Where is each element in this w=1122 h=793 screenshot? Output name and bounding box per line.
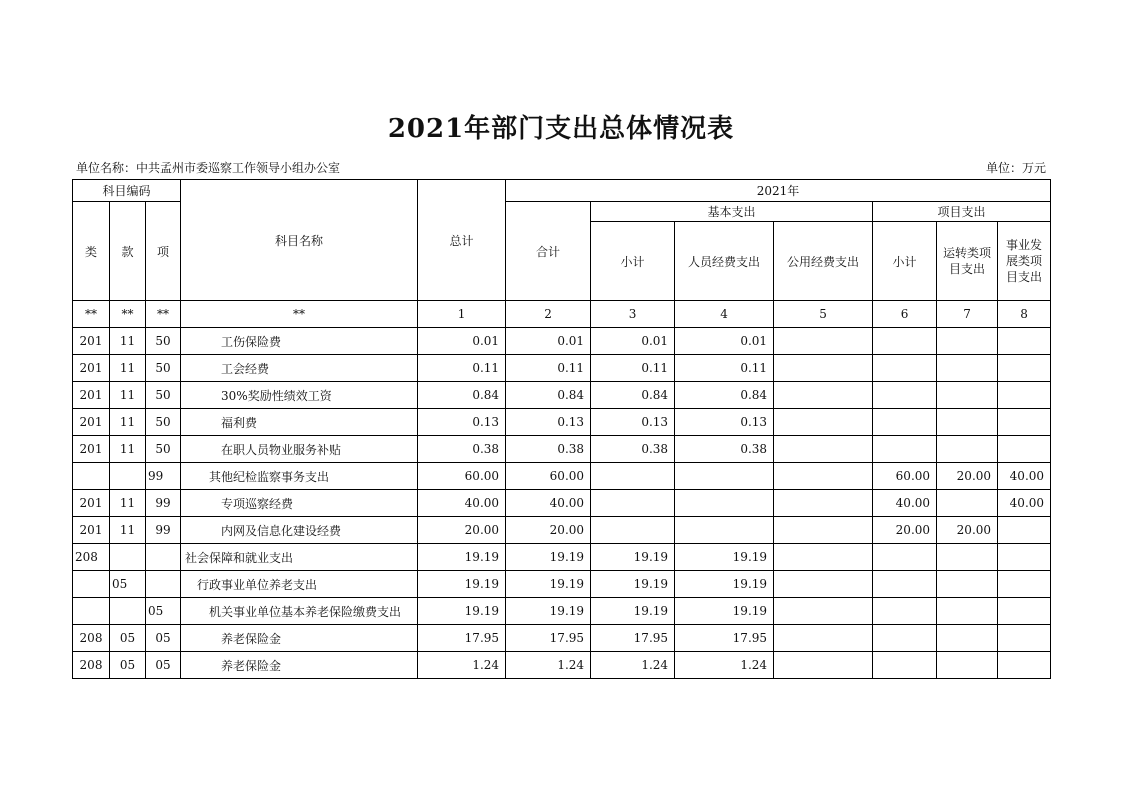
index-cell: ** <box>110 301 146 328</box>
development-cell <box>998 625 1051 652</box>
kuan-cell: 11 <box>110 409 146 436</box>
operation-cell: 20.00 <box>937 463 998 490</box>
project-subtotal-cell <box>873 436 937 463</box>
kuan-cell: 05 <box>110 571 146 598</box>
personnel-cell: 1.24 <box>675 652 774 679</box>
basic-subtotal-cell: 1.24 <box>591 652 675 679</box>
table-row <box>73 436 1051 463</box>
project-subtotal-cell <box>873 409 937 436</box>
header-total: 总计 <box>418 180 506 301</box>
index-cell: 2 <box>506 301 591 328</box>
header-code: 科目编码 <box>73 180 181 202</box>
operation-cell <box>937 598 998 625</box>
total-cell: 0.13 <box>418 409 506 436</box>
public-cell <box>774 517 873 544</box>
heji-cell: 0.11 <box>506 355 591 382</box>
public-cell <box>774 328 873 355</box>
header-basic: 基本支出 <box>591 202 873 222</box>
lei-cell <box>73 463 110 490</box>
operation-cell <box>937 436 998 463</box>
unit-name-label: 单位名称：中共孟州市委巡察工作领导小组办公室 <box>76 161 341 175</box>
basic-subtotal-cell <box>591 463 675 490</box>
operation-cell <box>937 409 998 436</box>
kuan-cell: 11 <box>110 328 146 355</box>
basic-subtotal-cell: 0.84 <box>591 382 675 409</box>
header-subject-name: 科目名称 <box>181 180 418 301</box>
index-cell: 8 <box>998 301 1051 328</box>
operation-cell <box>937 328 998 355</box>
lei-cell: 208 <box>73 544 110 571</box>
personnel-cell: 0.84 <box>675 382 774 409</box>
total-cell: 19.19 <box>418 571 506 598</box>
personnel-cell <box>675 517 774 544</box>
index-cell: 5 <box>774 301 873 328</box>
kuan-cell: 11 <box>110 355 146 382</box>
development-cell <box>998 355 1051 382</box>
index-cell: ** <box>181 301 418 328</box>
operation-cell <box>937 355 998 382</box>
operation-cell <box>937 544 998 571</box>
public-cell <box>774 652 873 679</box>
table-row <box>73 544 1051 571</box>
total-cell: 0.84 <box>418 382 506 409</box>
subject-name-cell: 养老保险金 <box>181 625 418 652</box>
subject-name-cell: 养老保险金 <box>181 652 418 679</box>
xiang-cell: 05 <box>146 652 181 679</box>
xiang-cell <box>146 544 181 571</box>
subject-name-cell: 行政事业单位养老支出 <box>181 571 418 598</box>
xiang-cell: 99 <box>146 463 181 490</box>
xiang-cell: 50 <box>146 355 181 382</box>
heji-cell: 0.84 <box>506 382 591 409</box>
total-cell: 19.19 <box>418 544 506 571</box>
public-cell <box>774 436 873 463</box>
expenditure-table <box>72 179 1051 679</box>
project-subtotal-cell <box>873 355 937 382</box>
subject-name-cell: 机关事业单位基本养老保险缴费支出 <box>181 598 418 625</box>
index-row <box>73 301 1051 328</box>
personnel-cell: 0.01 <box>675 328 774 355</box>
header-development: 事业发展类项目支出 <box>998 222 1051 301</box>
public-cell <box>774 571 873 598</box>
personnel-cell: 19.19 <box>675 598 774 625</box>
xiang-cell: 05 <box>146 625 181 652</box>
kuan-cell <box>110 463 146 490</box>
index-cell: 4 <box>675 301 774 328</box>
subject-name-cell: 30%奖励性绩效工资 <box>181 382 418 409</box>
personnel-cell: 0.13 <box>675 409 774 436</box>
lei-cell <box>73 571 110 598</box>
index-cell: 6 <box>873 301 937 328</box>
kuan-cell: 11 <box>110 436 146 463</box>
project-subtotal-cell <box>873 652 937 679</box>
development-cell <box>998 571 1051 598</box>
lei-cell: 201 <box>73 328 110 355</box>
table-row <box>73 328 1051 355</box>
public-cell <box>774 544 873 571</box>
project-subtotal-cell <box>873 544 937 571</box>
kuan-cell <box>110 544 146 571</box>
basic-subtotal-cell: 0.01 <box>591 328 675 355</box>
subject-name-cell: 其他纪检监察事务支出 <box>181 463 418 490</box>
development-cell <box>998 382 1051 409</box>
basic-subtotal-cell: 19.19 <box>591 598 675 625</box>
table-row <box>73 382 1051 409</box>
operation-cell <box>937 625 998 652</box>
total-cell: 1.24 <box>418 652 506 679</box>
basic-subtotal-cell: 0.13 <box>591 409 675 436</box>
lei-cell: 201 <box>73 490 110 517</box>
public-cell <box>774 463 873 490</box>
kuan-cell <box>110 598 146 625</box>
subject-name-cell: 内网及信息化建设经费 <box>181 517 418 544</box>
lei-cell: 208 <box>73 652 110 679</box>
index-cell: ** <box>146 301 181 328</box>
development-cell <box>998 517 1051 544</box>
subject-name-cell: 专项巡察经费 <box>181 490 418 517</box>
operation-cell <box>937 652 998 679</box>
total-cell: 17.95 <box>418 625 506 652</box>
xiang-cell: 99 <box>146 490 181 517</box>
kuan-cell: 05 <box>110 652 146 679</box>
lei-cell: 201 <box>73 382 110 409</box>
basic-subtotal-cell <box>591 490 675 517</box>
project-subtotal-cell <box>873 382 937 409</box>
subject-name-cell: 在职人员物业服务补贴 <box>181 436 418 463</box>
xiang-cell: 50 <box>146 436 181 463</box>
kuan-cell: 11 <box>110 382 146 409</box>
xiang-cell: 50 <box>146 328 181 355</box>
basic-subtotal-cell: 0.11 <box>591 355 675 382</box>
total-cell: 40.00 <box>418 490 506 517</box>
personnel-cell: 19.19 <box>675 544 774 571</box>
development-cell <box>998 328 1051 355</box>
table-row <box>73 625 1051 652</box>
kuan-cell: 11 <box>110 490 146 517</box>
index-cell: 3 <box>591 301 675 328</box>
header-project-subtotal: 小计 <box>873 222 937 301</box>
operation-cell <box>937 490 998 517</box>
operation-cell <box>937 382 998 409</box>
heji-cell: 0.38 <box>506 436 591 463</box>
basic-subtotal-cell: 19.19 <box>591 544 675 571</box>
heji-cell: 40.00 <box>506 490 591 517</box>
public-cell <box>774 490 873 517</box>
public-cell <box>774 355 873 382</box>
header-xiang: 项 <box>146 202 181 301</box>
heji-cell: 20.00 <box>506 517 591 544</box>
personnel-cell: 0.38 <box>675 436 774 463</box>
currency-unit-label: 单位：万元 <box>985 161 1046 175</box>
public-cell <box>774 382 873 409</box>
header-heji: 合计 <box>506 202 591 301</box>
index-cell: 7 <box>937 301 998 328</box>
header-operation: 运转类项目支出 <box>937 222 998 301</box>
header-lei: 类 <box>73 202 110 301</box>
lei-cell: 201 <box>73 436 110 463</box>
basic-subtotal-cell: 19.19 <box>591 571 675 598</box>
heji-cell: 17.95 <box>506 625 591 652</box>
heji-cell: 19.19 <box>506 598 591 625</box>
table-row <box>73 355 1051 382</box>
heji-cell: 19.19 <box>506 571 591 598</box>
total-cell: 19.19 <box>418 598 506 625</box>
project-subtotal-cell: 40.00 <box>873 490 937 517</box>
xiang-cell: 50 <box>146 409 181 436</box>
kuan-cell: 11 <box>110 517 146 544</box>
table-row <box>73 598 1051 625</box>
development-cell <box>998 436 1051 463</box>
index-cell: ** <box>73 301 110 328</box>
lei-cell: 201 <box>73 409 110 436</box>
header-basic-subtotal: 小计 <box>591 222 675 301</box>
personnel-cell <box>675 463 774 490</box>
subject-name-cell: 工会经费 <box>181 355 418 382</box>
total-cell: 0.38 <box>418 436 506 463</box>
lei-cell: 201 <box>73 355 110 382</box>
project-subtotal-cell: 20.00 <box>873 517 937 544</box>
subject-name-cell: 社会保障和就业支出 <box>181 544 418 571</box>
operation-cell <box>937 571 998 598</box>
table-row <box>73 517 1051 544</box>
development-cell: 40.00 <box>998 490 1051 517</box>
lei-cell: 201 <box>73 517 110 544</box>
xiang-cell: 05 <box>146 598 181 625</box>
public-cell <box>774 598 873 625</box>
development-cell <box>998 544 1051 571</box>
table-row <box>73 463 1051 490</box>
lei-cell <box>73 598 110 625</box>
subject-name-cell: 福利费 <box>181 409 418 436</box>
header-personnel: 人员经费支出 <box>675 222 774 301</box>
table-row <box>73 571 1051 598</box>
project-subtotal-cell <box>873 328 937 355</box>
total-cell: 20.00 <box>418 517 506 544</box>
project-subtotal-cell <box>873 598 937 625</box>
header-kuan: 款 <box>110 202 146 301</box>
heji-cell: 1.24 <box>506 652 591 679</box>
heji-cell: 60.00 <box>506 463 591 490</box>
heji-cell: 0.13 <box>506 409 591 436</box>
project-subtotal-cell <box>873 571 937 598</box>
project-subtotal-cell <box>873 625 937 652</box>
total-cell: 0.11 <box>418 355 506 382</box>
xiang-cell: 99 <box>146 517 181 544</box>
personnel-cell: 17.95 <box>675 625 774 652</box>
table-row <box>73 652 1051 679</box>
public-cell <box>774 409 873 436</box>
kuan-cell: 05 <box>110 625 146 652</box>
xiang-cell: 50 <box>146 382 181 409</box>
basic-subtotal-cell <box>591 517 675 544</box>
heji-cell: 19.19 <box>506 544 591 571</box>
personnel-cell <box>675 490 774 517</box>
total-cell: 60.00 <box>418 463 506 490</box>
operation-cell: 20.00 <box>937 517 998 544</box>
table-row <box>73 490 1051 517</box>
index-cell: 1 <box>418 301 506 328</box>
personnel-cell: 19.19 <box>675 571 774 598</box>
public-cell <box>774 625 873 652</box>
project-subtotal-cell: 60.00 <box>873 463 937 490</box>
development-cell: 40.00 <box>998 463 1051 490</box>
development-cell <box>998 409 1051 436</box>
development-cell <box>998 598 1051 625</box>
table-row <box>73 409 1051 436</box>
header-project: 项目支出 <box>873 202 1051 222</box>
header-public: 公用经费支出 <box>774 222 873 301</box>
header-year: 2021年 <box>506 180 1051 202</box>
personnel-cell: 0.11 <box>675 355 774 382</box>
page-title: 2021年部门支出总体情况表 <box>387 114 735 144</box>
total-cell: 0.01 <box>418 328 506 355</box>
basic-subtotal-cell: 17.95 <box>591 625 675 652</box>
basic-subtotal-cell: 0.38 <box>591 436 675 463</box>
development-cell <box>998 652 1051 679</box>
xiang-cell <box>146 571 181 598</box>
subject-name-cell: 工伤保险费 <box>181 328 418 355</box>
heji-cell: 0.01 <box>506 328 591 355</box>
lei-cell: 208 <box>73 625 110 652</box>
